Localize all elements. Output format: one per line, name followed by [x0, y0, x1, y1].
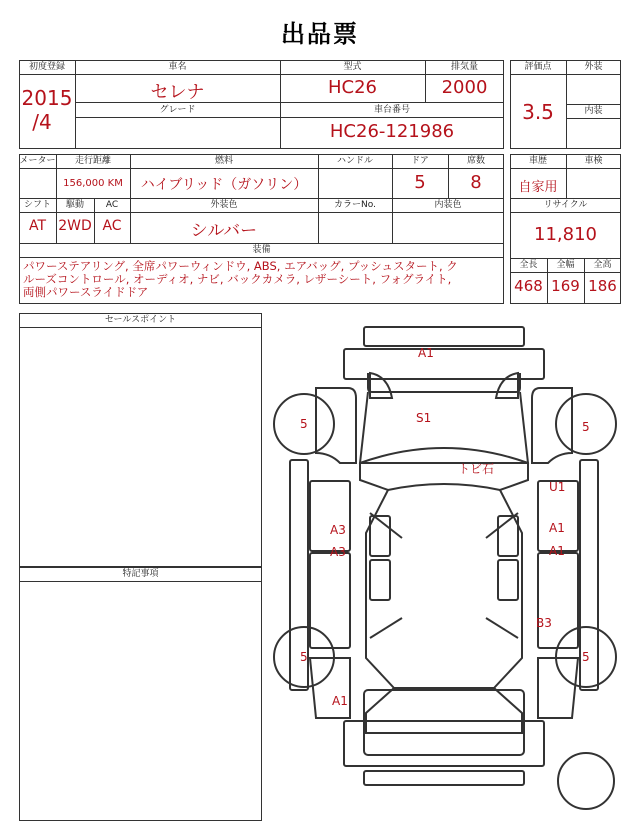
left-slide-door-shape: [310, 553, 350, 648]
height-value: 186: [588, 277, 617, 295]
score-label: 評価点: [524, 62, 552, 72]
ac-value: AC: [102, 218, 122, 234]
door-label: ドア: [411, 156, 429, 166]
sales-point-label: セールスポイント: [104, 315, 177, 325]
mark-hood: S1: [416, 411, 432, 425]
rear-bumper-shape: [364, 771, 524, 785]
chassis-value: HC26-121986: [329, 121, 455, 142]
car-damage-diagram: [268, 318, 620, 828]
equipment-line-3: 両側パワースライドドア: [23, 285, 149, 299]
equipment-line-1: パワーステアリング, 全席パワーウィンドウ, ABS, エアバッグ, プッシュスタート, ク: [23, 259, 458, 273]
score-value: 3.5: [522, 100, 554, 124]
model-value: HC26: [327, 77, 377, 98]
hood-area: [360, 392, 528, 463]
height-label: 全高: [593, 260, 612, 270]
equipment-label: 装備: [252, 245, 271, 255]
right-fender-shape: [532, 388, 572, 463]
equipment-line-2: ルーズコントロール, オーディオ, ナビ, バックカメラ, レザーシート, フォグライト,: [23, 272, 452, 286]
mark-right-front-door: A1: [549, 521, 565, 535]
hood-shape: [368, 373, 520, 392]
recycle-value: 11,810: [534, 224, 597, 245]
mark-front-bumper: A1: [418, 346, 434, 360]
mark-left-rear-quarter: A1: [332, 694, 348, 708]
vehicle-type-label: 車検: [584, 156, 603, 166]
history-value: 自家用: [518, 180, 558, 195]
car-name-label: 車名: [168, 62, 187, 72]
windshield-shape: [360, 448, 528, 490]
exterior-label: 外装: [584, 62, 603, 72]
page-title: 出品票: [281, 20, 359, 48]
left-rear-quarter-shape: [310, 658, 350, 718]
special-notes-label: 特記事項: [122, 569, 159, 579]
door-value: 5: [414, 172, 426, 193]
ac-label: AC: [105, 200, 119, 210]
sales-point-box: [19, 313, 262, 567]
length-value: 468: [514, 277, 543, 295]
first-reg-year: 2015: [21, 86, 73, 110]
width-label: 全幅: [556, 260, 575, 270]
int-color-label: 内装色: [434, 200, 462, 210]
mark-right-slide-door: A1: [549, 544, 565, 558]
mark-right-rear-wheel: 5: [582, 650, 590, 664]
mark-right-front-pillar: U1: [549, 480, 566, 494]
fuel-label: 燃料: [214, 156, 233, 166]
shift-label: シフト: [23, 200, 51, 210]
drive-value: 2WD: [58, 218, 92, 234]
displacement-value: 2000: [441, 77, 488, 98]
car-name-value: セレナ: [150, 82, 205, 103]
special-notes-box: [19, 567, 262, 821]
seats-label: 席数: [466, 156, 485, 166]
left-headlight: [370, 373, 392, 398]
first-reg-label: 初度登録: [28, 62, 65, 72]
mileage-value: 156,000 KM: [63, 178, 123, 189]
length-label: 全長: [519, 260, 538, 270]
seats-value: 8: [470, 172, 482, 193]
rear-window-shape: [366, 688, 522, 733]
grade-label: グレード: [159, 105, 196, 115]
chassis-label: 車台番号: [373, 105, 410, 115]
color-no-label: カラーNo.: [334, 200, 376, 210]
front-bumper-shape: [364, 327, 524, 346]
mileage-label: 走行距離: [74, 156, 111, 166]
drive-label: 駆動: [65, 200, 84, 210]
ext-color-value: シルバー: [190, 221, 258, 241]
displacement-label: 排気量: [450, 62, 478, 72]
mark-left-rear-wheel: 5: [300, 650, 308, 664]
tailgate-shape: [364, 690, 524, 755]
first-reg-month: /4: [32, 110, 52, 134]
shift-value: AT: [28, 218, 47, 234]
recycle-label: リサイクル: [543, 200, 588, 210]
rear-panel-shape: [344, 721, 544, 766]
right-slide-door-shape: [538, 553, 578, 648]
fuel-value: ハイブリッド（ガソリン）: [140, 177, 308, 193]
history-label: 車歴: [528, 156, 547, 166]
mark-left-front-door: A3: [330, 523, 346, 537]
handle-label: ハンドル: [336, 156, 373, 166]
mark-right-rear-quarter: B3: [536, 616, 552, 630]
model-label: 型式: [343, 62, 362, 72]
ext-color-label: 外装色: [210, 200, 238, 210]
left-front-door-shape: [310, 481, 350, 551]
right-headlight: [496, 373, 518, 398]
spare-wheel-shape: [558, 753, 614, 809]
interior-label: 内装: [584, 106, 603, 116]
mark-windshield: トビ石: [458, 462, 495, 476]
meter-label: メーター: [19, 156, 56, 166]
mark-right-front-wheel: 5: [582, 420, 590, 434]
width-value: 169: [551, 277, 580, 295]
mark-left-front-wheel: 5: [300, 417, 308, 431]
mark-left-slide-door: A3: [330, 545, 346, 559]
